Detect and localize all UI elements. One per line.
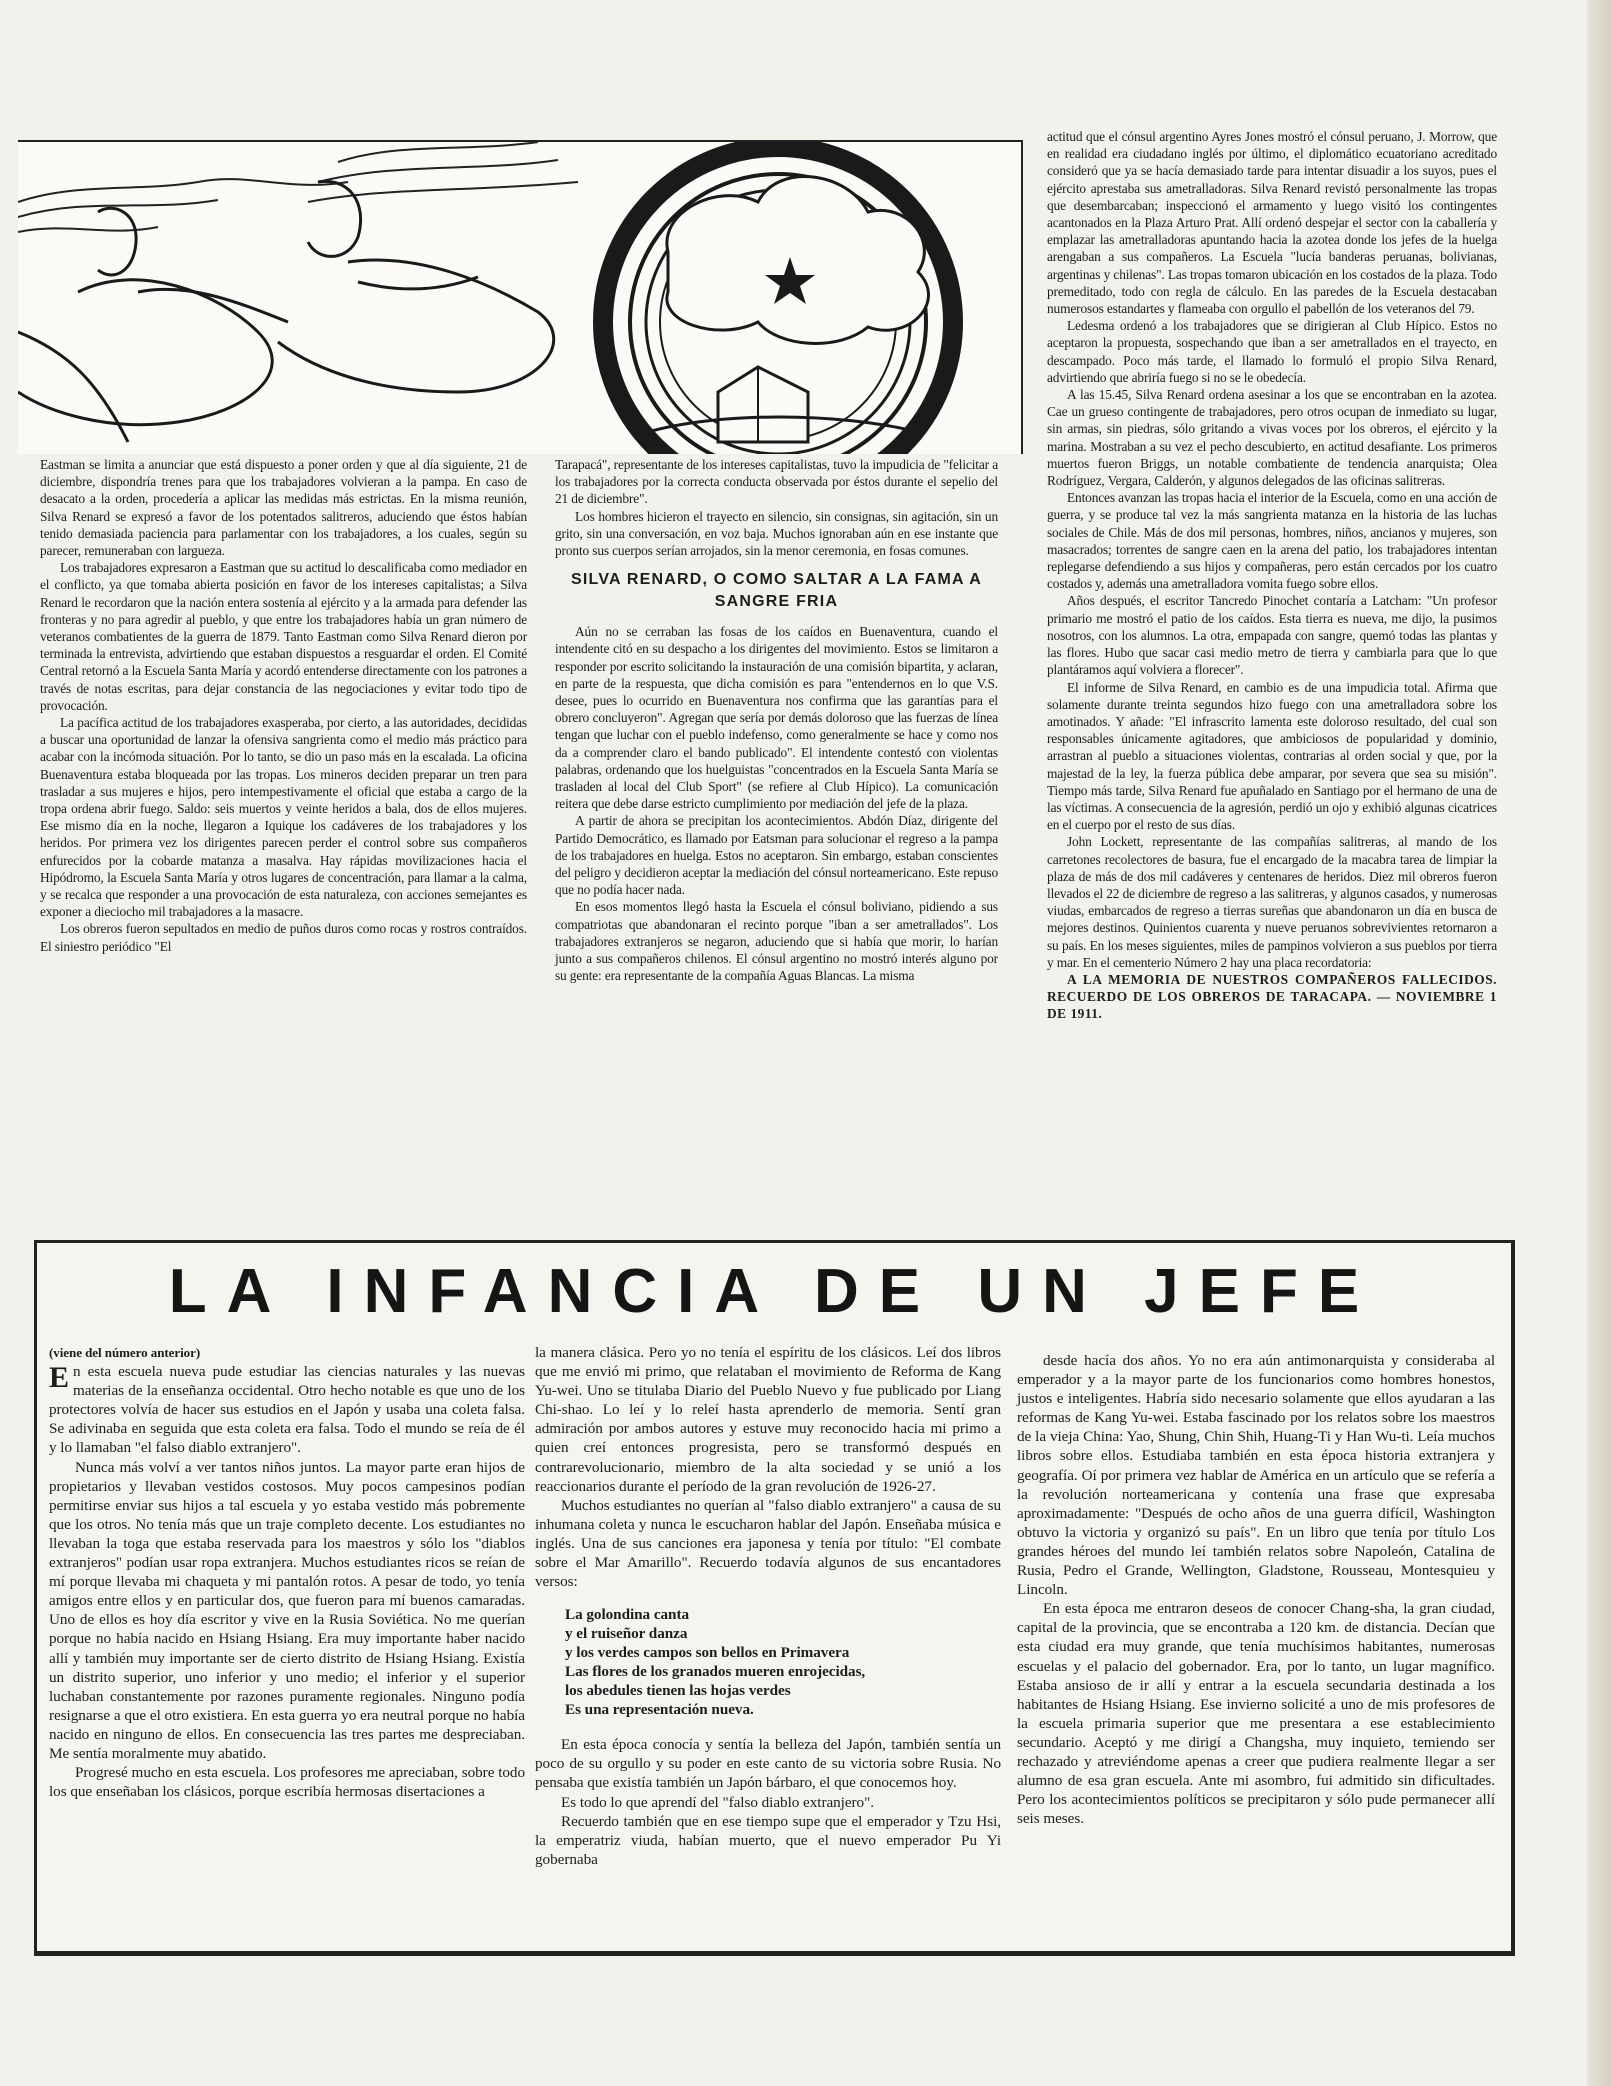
paragraph: Los trabajadores expresaron a Eastman que su actitud lo descalificaba como mediador en el conflicto, ya que tomaba abierta posición en favor de los intereses capitalistas; a Silva Renard le recordaron que la nación entera sostenía al ejército y a la armada para defender las fronteras y no para agredir al pueblo, y que entre los trabajadores había un gran número de veteranos combatientes de la guerra de 1879. Tanto Eastman como Silva Renard dieron por terminada la entrevista, advirtiendo que estaban dispuestos a resguardar el orden. El Comité Central retornó a la Escuela Santa María y acordó entenderse directamente con los patrones a través de notas escritas, para dejar constancia de las negociaciones y evitar todo tipo de provocación. bbox=[40, 560, 527, 713]
paragraph: A las 15.45, Silva Renard ordena asesinar a los que se encontraban en la azotea. Cae un grueso contingente de trabajadores, pero otros ocupan de inmediato su lugar, sin armas, sin piedras, sólo gritando a vivas voces por los obreros, el ejército y la marina. Mostraban a su vez el pecho descubierto, en actitud desafiante. Los primeros muertos fueron Briggs, un notable combatiente de tendencia anarquista; Olea Rodríguez, Vergara, Calderón, y algunos delegados de las oficinas salitreras. bbox=[1047, 387, 1497, 489]
verse-line: y los verdes campos son bellos en Primavera bbox=[565, 1644, 850, 1662]
verse-line: La golondina canta bbox=[565, 1606, 690, 1624]
figure-left-head bbox=[98, 208, 136, 275]
woodcut-illustration bbox=[18, 140, 1023, 454]
paragraph: n esta escuela nueva pude estudiar las ciencias naturales y las nuevas materias de la enseñanza occidental. Otro hecho notable es que uno de los protectores volvía de hacer sus estudios en el Japón y usaba una coleta falsa. Se adivinaba en seguida que esta coleta era falsa. Todo el mundo se reía de él y lo llamaban "el falso diablo extranjero". bbox=[49, 1363, 525, 1457]
cloud bbox=[667, 177, 929, 344]
paragraph: En esta época me entraron deseos de conocer Chang-sha, la gran ciudad, capital de la provincia, que se encontraba a 120 km. de distancia. Decían que esta ciudad era muy grande, que tenía muchísimos habitantes, numerosas escuelas y el palacio del gobernador. Era, por lo tanto, un lugar magnífico. Estaba ansioso de ir allí y entrar a la escuela secundaria destinada a los habitantes de Hsiang Hsiang. Ese invierno solicité a uno de mis profesores de la escuela primaria superior que me presentara a ese establecimiento secundario. Aceptó y me dirigí a Changsha, muy inquieto, temiendo ser rechazado y atreviéndome apenas a creer que pudiera realmente llegar a ser alumno de esa gran escuela. Ante mi asombro, fui admitido sin dificultades. Pero los acontecimientos políticos se precipitaron y sólo pude permanecer allí seis meses. bbox=[1017, 1600, 1495, 1828]
paragraph: En esta época conocía y sentía la belleza del Japón, también sentía un poco de su orgullo y su poder en este canto de su victoria sobre Rusia. No pensaba que existía también un Japón bárbaro, el que conocemos hoy. bbox=[535, 1736, 1001, 1792]
upper-column-middle bbox=[555, 456, 998, 984]
verse-line: Las flores de los granados mueren enrojecidas, bbox=[565, 1663, 866, 1681]
paragraph: Entonces avanzan las tropas hacia el interior de la Escuela, como en una acción de guerra, y se produce tal vez la más sangrienta matanza en la historia de las luchas sociales de Chile. Más de dos mil personas, hombres, niños, ancianos y mujeres, son masacrados; torrentes de sangre caen en la arena del patio, los trabajadores intentan replegarse defendiendo a sus hijos y compañeras, pero están cercados por los cuatro costados y, además una ametralladora vomita fuego sobre ellos. bbox=[1047, 490, 1497, 592]
paragraph: Progresé mucho en esta escuela. Los profesores me apreciaban, sobre todo los que enseñaban los clásicos, porque escribía hermosas disertaciones a bbox=[49, 1764, 525, 1801]
figure-right-head bbox=[308, 181, 361, 256]
verse-line: y el ruiseñor danza bbox=[565, 1625, 688, 1643]
memorial-plaque-text: A LA MEMORIA DE NUESTROS COMPAÑEROS FALLECIDOS. RECUERDO DE LOS OBREROS DE TARACAPA. — NOVIEMBRE 1 DE 1911. bbox=[1047, 971, 1497, 1022]
paragraph: El informe de Silva Renard, en cambio es de una impudicia total. Afirma que solamente durante treinta segundos hizo fuego con una ametralladora sobre los amotinados. Y añade: "El infrascrito lamenta este doloroso resultado, del cual son responsables únicamente agitadores, que ambiciosos de popularidad y dominio, arrastran al pueblo a situaciones violentas, contrarias al orden social y que, por la majestad de la ley, la fuerza pública debe amparar, por severa que sea su misión". Tiempo más tarde, Silva Renard fue apuñalado en Santiago por el hermano de una de las víctimas. A consecuencia de la agresión, perdió un ojo y exhibió algunas cicatrices en el cuerpo por el resto de sus días. bbox=[1047, 679, 1497, 833]
article-column-1 bbox=[49, 1343, 525, 1801]
paragraph: actitud que el cónsul argentino Ayres Jones mostró el cónsul peruano, J. Morrow, que en realidad era ciudadano inglés por último, el diplomático ecuatoriano acreditado consideró que ya se hacía demasiado tarde para intentar disuadir a los suyos, pues el ejército aprestaba sus ametralladoras. Silva Renard revistó personalmente las tropas que desembarcaban; inspeccionó el armamento y luego visitó los contingentes acantonados en la Plaza Arturo Prat. Allí ordenó despejar el sector con la caballería y emplazar las ametralladoras apuntando hacia la azotea donde los jefes de la huelga arengaban a sus compañeros. La Escuela "lucía banderas peruanas, bolivianas, argentinas y chilenas". Las tropas tomaron ubicación en los costados de la plaza. Todo premeditado, todo con regla de cálculo. En las paredes de la Escuela destacaban numerosos estandartes y flameaba con orgullo el pabellón de los veteranos del 79. bbox=[1047, 129, 1497, 317]
paragraph: A partir de ahora se precipitan los acontecimientos. Abdón Díaz, dirigente del Partido Democrático, es llamado por Eatsman para solucionar el regreso a la pampa de los trabajadores en huelga. Estos no aceptaron. Sin embargo, estaban conscientes del peligro y decidieron aceptar la mediación del cónsul norteamericano. Este repuso que no podía hacer nada. bbox=[555, 813, 998, 898]
paragraph: desde hacía dos años. Yo no era aún antimonarquista y consideraba al emperador y a la mayor parte de los funcionarios como hombres honestos, justos e inteligentes. Habría sido necesario solamente que ellos ayudaran a las reformas de Kang Yu-wei. Estaba fascinado por los relatos sobre los maestros de la vieja China: Yao, Shung, Chin Shih, Huang-Ti y Han Wu-ti. Leía muchos libros sobre ellos. Estudiaba también en esta época historia extranjera y geografía. Oí por primera vez hablar de América en un artículo que se refería a la revolución norteamericana y contenía una frase que expresaba aproximadamente: "Después de ocho años de una guerra difícil, Washington obtuvo la victoria y organizó su país". En un libro que tenía por título Los grandes héroes del mundo leí también relatos sobre Napoleón, Catalina de Rusia, Pedro el Grande, Wellington, Gladstone, Rousseau, Montesquieu y Lincoln. bbox=[1017, 1352, 1495, 1599]
paragraph: Eastman se limita a anunciar que está dispuesto a poner orden y que al día siguiente, 21 de diciembre, dispondría trenes para que los trabajadores volvieran a la pampa. En caso de desacato a la orden, procedería a aplicar las medidas más estrictas. En la misma reunión, Silva Renard se expresó a favor de los potentados salitreros, aduciendo que éstos habían tenido demasiada paciencia para parlamentar con los trabajadores, a los cuales, según su parecer, remuneraban con largueza. bbox=[40, 457, 527, 559]
article-box bbox=[34, 1240, 1515, 1956]
paragraph: Recuerdo también que en ese tiempo supe que el emperador y Tzu Hsi, la emperatriz viuda, habían muerto, que el nuevo emperador Pu Yi gobernaba bbox=[535, 1812, 1001, 1868]
house bbox=[718, 367, 808, 442]
figure-right-body bbox=[278, 260, 554, 392]
paragraph: Los hombres hicieron el trayecto en silencio, sin consignas, sin agitación, sin un grito, sin una conversación, en voz baja. Muchos ignoraban aún en ese instante que pronto sus cuerpos serían arrojados, sin la menor ceremonia, en fosas comunes. bbox=[555, 508, 998, 559]
scan-edge bbox=[1587, 0, 1611, 2086]
paragraph: la manera clásica. Pero yo no tenía el espíritu de los clásicos. Leí dos libros que me envió mi primo, que relataban el movimiento de Reforma de Kang Yu-wei. Uno se titulaba Diario del Pueblo Nuevo y fue publicado por Liang Chi-shao. Lo leí y lo releí hasta aprenderlo de memoria. Sentí gran admiración por ambos autores y estuve muy reconocido hacia mi primo a quien creí entonces progresista, pero se transformó después en contrarevolucionario, miembro de la alta sociedad y se unió a los reaccionarios durante el período de la gran revolución de 1926-27. bbox=[535, 1344, 1001, 1495]
section-subheading: SILVA RENARD, O COMO SALTAR A LA FAMA A SANGRE FRIA bbox=[571, 571, 982, 611]
paragraph: Años después, el escritor Tancredo Pinochet contaría a Latcham: "Un profesor primario me mostró el patio de los caídos. Esta tierra es nueva, me dijo, la pusimos nosotros, con los alumnos. La otra, empapada con sangre, quemó todas las plantas y las flores. Hubo que sacar casi medio metro de tierra y cambiarla para que lo que plantáramos aquí volviera a florecer". bbox=[1047, 593, 1497, 678]
article-column-3 bbox=[1017, 1351, 1495, 1828]
paragraph: Los obreros fueron sepultados en medio de puños duros como rocas y rostros contraídos. El siniestro periódico "El bbox=[40, 921, 527, 954]
paragraph: La pacífica actitud de los trabajadores exasperaba, por cierto, a las autoridades, decididas a buscar una oportunidad de lanzar la ofensiva sangrienta como el medio más práctico para acabar con la incómoda situación. Por lo tanto, se dio un paso más en la escalada. La oficina Buenaventura estaba bloqueada por las tropas. Los mineros deciden preparar un tren para trasladar a sus mujeres e hijos, pero intempestivamente el oficial que estaba a cargo de la tropa ordena abrir fuego. Saldo: seis muertos y veinte heridos a bala, dos de ellos mujeres. Ese mismo día en la noche, llegaron a Iquique los cadáveres de los trabajadores y los heridos. Por primera vez los dirigentes parecen perder el control sobre sus compañeros enfurecidos por la cobarde matanza a masalva. Hay rápidas movilizaciones hacia el Hipódromo, la Escuela Santa María y otros lugares de concentración, para llamar a la calma, y se recalca que responder a una provocación de esta naturaleza, con acciones semejantes es exponer a dieciocho mil trabajadores a la masacre. bbox=[40, 715, 527, 920]
paragraph: Es todo lo que aprendí del "falso diablo extranjero". bbox=[561, 1793, 874, 1811]
upper-column-left bbox=[40, 456, 527, 955]
paragraph: Ledesma ordenó a los trabajadores que se dirigieran al Club Hípico. Estos no aceptaron la propuesta, sospechando que iban a ser ametrallados en el trayecto, en descampado. Poco más tarde, el llamado lo formuló el propio Silva Renard, advirtiendo que abriría fuego si no se le obedecía. bbox=[1047, 318, 1497, 385]
paragraph: Tarapacá", representante de los intereses capitalistas, tuvo la impudicia de "felicitar a los trabajadores por la correcta conducta observada por éstos durante el sepelio del 21 de diciembre". bbox=[555, 457, 998, 507]
woodcut-illustration-icon bbox=[18, 142, 1021, 454]
sun-circle bbox=[603, 147, 953, 454]
hair-stroke bbox=[338, 142, 538, 162]
paragraph: En esos momentos llegó hasta la Escuela el cónsul boliviano, pidiendo a sus compatriotas que abandonaran el recinto porque "iban a ser ametrallados". Los trabajadores extranjeros se negaron, aduciendo que si había que morir, lo harían junto a sus compañeros chilenos. El cónsul argentino no mostró interés alguno por su gente: era representante de la compañía Aguas Blancas. La misma bbox=[555, 899, 998, 984]
paragraph: Nunca más volví a ver tantos niños juntos. La mayor parte eran hijos de propietarios y llevaban vestidos costosos. Muy pocos campesinos podían permitirse enviar sus hijos a tal escuela y yo estaba vestido más pobremente que los otros. No tenía más que un traje completo decente. Los estudiantes no llevaban la toga que estaba reservada para los maestros y sólo los "diablos extranjeros" podían usar ropa extranjera. Muchos estudiantes ricos se reían de mí porque llevaba mi chaqueta y mi pantalón rotos. A pesar de todo, yo tenía amigos entre ellos y en particular dos, que fueron para mí buenos camaradas. Uno de ellos es hoy día escritor y vive en la Rusia Soviética. No me querían porque no había nacido en Hsiang Hsiang. Era muy importante haber nacido allí y también muy importante ser de cierto distrito de Hsiang Hsiang. Existía un distrito superior, uno inferior y uno medio; el inferior y el superior luchaban constantemente por razones puramente regionales. Ninguno podía resignarse a que el otro existiera. En esta guerra yo era neutral porque no había nacido en ninguno de ellos. En consecuencia las tres partes me despreciaban. Me sentía moralmente muy abatido. bbox=[49, 1458, 525, 1762]
hair-stroke bbox=[318, 160, 558, 182]
upper-column-right bbox=[1047, 128, 1497, 1023]
figure-left-arm bbox=[138, 289, 288, 322]
hair-stroke bbox=[308, 182, 578, 202]
verse-line: Es una representación nueva. bbox=[565, 1701, 754, 1719]
paragraph: John Lockett, representante de las compañías salitreras, al mando de los carretones recolectores de basura, fue el encargado de la macabra tarea de limpiar la plaza de más de dos mil cadáveres y centenares de heridos. Diez mil obreros fueron llevados el 22 de diciembre de regreso a las salitreras, y algunos casados, y numerosas viudas, embarcados de regreso a tierras sureñas que abandonaron un día en busca de mejores destinos. Quinientos cuarenta y nueve peruanos sobrevivientes retornaron a su país. En los meses siguientes, miles de pampinos volvieron a sus pueblos por tierra y mar. En el cementerio Número 2 hay una placa recordatoria: bbox=[1047, 834, 1497, 970]
article-kicker: (viene del número anterior) bbox=[49, 1345, 201, 1360]
figure-left-leg bbox=[18, 332, 128, 442]
hair-stroke bbox=[18, 179, 348, 202]
drop-cap: E bbox=[49, 1361, 69, 1395]
verse-line: los abedules tienen las hojas verdes bbox=[565, 1682, 791, 1700]
song-verses bbox=[565, 1605, 1001, 1719]
article-headline: LA INFANCIA DE UN JEFE bbox=[168, 1257, 1380, 1326]
paragraph: Muchos estudiantes no querían al "falso diablo extranjero" a causa de su inhumana coleta y nunca le escucharon hablar del Japón. Enseñaba música e inglés. Una de sus canciones era japonesa y tenía por título: "El combate sobre el Mar Amarillo". Recuerdo todavía algunos de sus encantadores versos: bbox=[535, 1496, 1001, 1591]
paragraph: Aún no se cerraban las fosas de los caídos en Buenaventura, cuando el intendente citó en su despacho a los dirigentes del movimiento. Estos se limitaron a responder por escrito solicitando la instauración de una comisión bipartita, y aclaran, en parte de la respuesta, que dicha comisión es para "entendernos en lo que V.S. desee, pues lo ocurrido en Buenaventura nos confirma que las garantías para el obrero concluyeron". Agregan que sería por demás doloroso que las fuerzas de línea tengan que luchar con el pueblo indefenso, como generalmente se hace y como nos da a comprender claro el bando publicado". El intendente contestó con violentas palabras, ordenando que los huelguistas "concentrados en la Escuela Santa María se trasladen al local del Club Sport" (se refiere al Club Hípico). La comunicación reitera que debe darse estricto cumplimiento por mediación del jefe de la plaza. bbox=[555, 624, 998, 812]
figure-right-arm bbox=[358, 277, 478, 289]
article-column-2 bbox=[535, 1343, 1001, 1869]
